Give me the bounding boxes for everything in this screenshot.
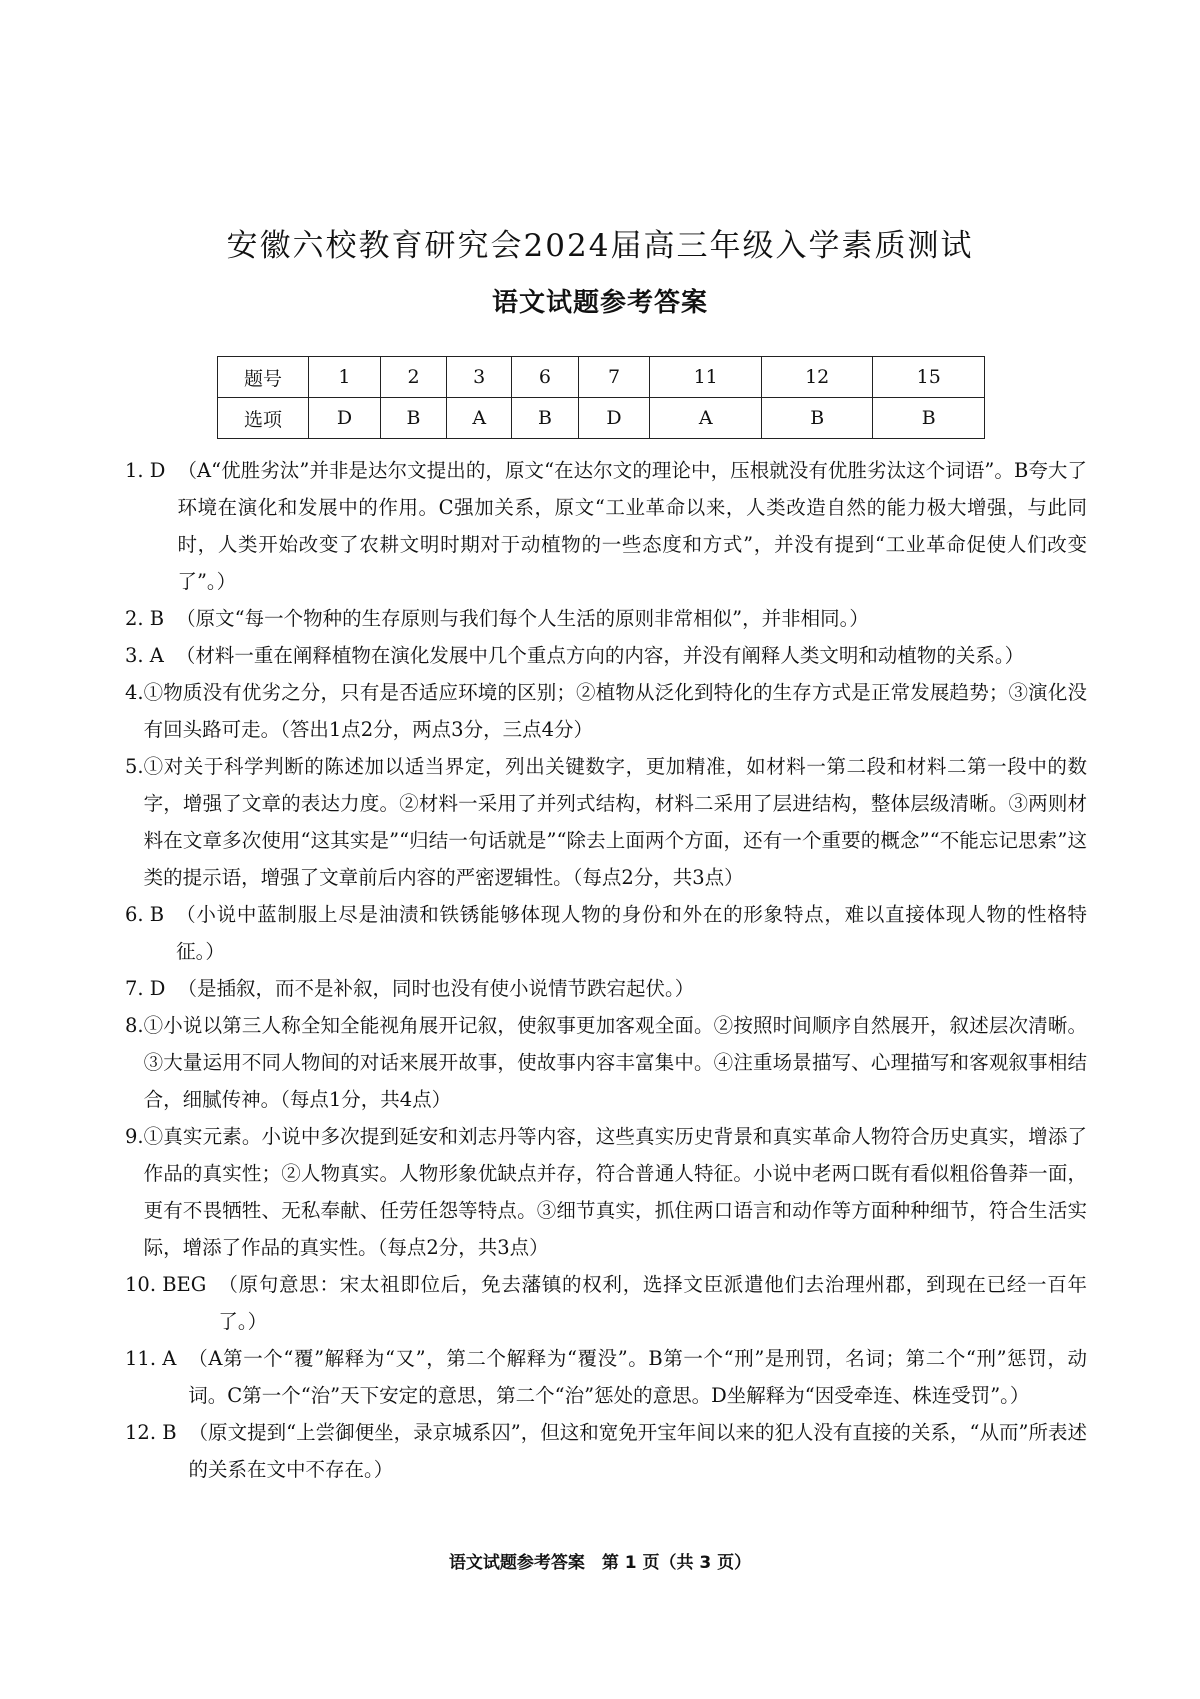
item-text: （小说中蓝制服上尽是油渍和铁锈能够体现人物的身份和外在的形象特点，难以直接体现人物的性格特征。）: [176, 903, 1087, 963]
question-number-label: 题号: [218, 357, 309, 398]
answer-cell: B: [380, 398, 446, 439]
item-text: ①对关于科学判断的陈述加以适当界定，列出关键数字，更加精准，如材料一第二段和材料二第一段中的数字，增强了文章的表达力度。②材料一采用了并列式结构，材料二采用了层进结构，整体层级清晰。③两则材料在文章多次使用“这其实是”“归结一句话就是”“除去上面两个方面，还有一个重要的概念”“不能忘记思索”这类的提示语，增强了文章前后内容的严密逻辑性。（每点2分，共3点）: [143, 755, 1087, 889]
item-number: 5.: [125, 755, 144, 778]
item-number: 12. B: [125, 1421, 177, 1444]
question-number-cell: 2: [380, 357, 446, 398]
item-number: 7. D: [125, 977, 166, 1000]
answer-cell: B: [873, 398, 985, 439]
item-number: 4.: [125, 681, 144, 704]
question-number-cell: 15: [873, 357, 985, 398]
answer-item: [125, 970, 1087, 1007]
answer-item: [125, 1340, 1087, 1414]
item-text: （A“优胜劣汰”并非是达尔文提出的，原文“在达尔文的理论中，压根就没有优胜劣汰这个词语”。B夸大了环境在演化和发展中的作用。C强加关系，原文“工业革命以来，人类改造自然的能力极大增强，与此同时，人类开始改变了农耕文明时期对于动植物的一些态度和方式”，并没有提到“工业革命促使人们改变了”。）: [177, 459, 1087, 593]
page-footer: 语文试题参考答案 第 1 页（共 3 页）: [448, 1553, 752, 1573]
question-number-cell: 11: [650, 357, 762, 398]
item-text: （是插叙，而不是补叙，同时也没有使小说情节跌宕起伏。）: [177, 977, 695, 1000]
item-number: 1. D: [125, 459, 166, 482]
answer-item: [125, 1266, 1087, 1340]
answer-cell: D: [309, 398, 381, 439]
answer-item: [125, 896, 1087, 970]
answer-item: [125, 1414, 1087, 1488]
answer-cell: A: [650, 398, 762, 439]
question-number-cell: 6: [512, 357, 578, 398]
item-number: 9.: [125, 1125, 144, 1148]
document-title: 安徽六校教育研究会2024届高三年级入学素质测试: [226, 228, 974, 264]
item-text: （原文提到“上尝御便坐，录京城系囚”，但这和宽免开宝年间以来的犯人没有直接的关系，“从而”所表述的关系在文中不存在。）: [188, 1421, 1087, 1481]
answer-table-header-row: [218, 357, 985, 398]
answer-item: [125, 1007, 1087, 1118]
item-text: （原句意思：宋太祖即位后，免去藩镇的权利，选择文臣派遣他们去治理州郡，到现在已经一百年了。）: [218, 1273, 1087, 1333]
question-number-cell: 3: [447, 357, 512, 398]
item-number: 10. BEG: [125, 1273, 207, 1296]
item-text: （A第一个“覆”解释为“又”，第二个解释为“覆没”。B第一个“刑”是刑罚，名词；第二个“刑”惩罚，动词。C第一个“治”天下安定的意思，第二个“治”惩处的意思。D坐解释为“因受牵连、株连受罚”。）: [188, 1347, 1087, 1407]
question-number-cell: 1: [309, 357, 381, 398]
question-number-cell: 7: [578, 357, 650, 398]
option-label: 选项: [218, 398, 309, 439]
item-number: 8.: [125, 1014, 144, 1037]
answer-item: [125, 748, 1087, 896]
answer-cell: D: [578, 398, 650, 439]
item-text: （原文“每一个物种的生存原则与我们每个人生活的原则非常相似”，并非相同。）: [176, 607, 869, 630]
item-text: ①真实元素。小说中多次提到延安和刘志丹等内容，这些真实历史背景和真实革命人物符合历史真实，增添了作品的真实性；②人物真实。人物形象优缺点并存，符合普通人特征。小说中老两口既有看似粗俗鲁莽一面，更有不畏牺牲、无私奉献、任劳任怨等特点。③细节真实，抓住两口语言和动作等方面种种细节，符合生活实际，增添了作品的真实性。（每点2分，共3点）: [143, 1125, 1087, 1259]
item-number: 2. B: [125, 607, 165, 630]
item-number: 3. A: [125, 644, 164, 667]
answer-cell: B: [761, 398, 873, 439]
item-text: ①物质没有优劣之分，只有是否适应环境的区别；②植物从泛化到特化的生存方式是正常发展趋势；③演化没有回头路可走。（答出1点2分，两点3分，三点4分）: [143, 681, 1087, 741]
answer-cell: B: [512, 398, 578, 439]
answer-table-answer-row: [218, 398, 985, 439]
answer-item: [125, 1118, 1087, 1266]
answer-item: [125, 637, 1087, 674]
answer-item: [125, 452, 1087, 600]
answer-table: [217, 356, 985, 439]
document-subtitle: 语文试题参考答案: [491, 288, 708, 318]
item-number: 6. B: [125, 903, 165, 926]
item-number: 11. A: [125, 1347, 177, 1370]
question-number-cell: 12: [761, 357, 873, 398]
answer-item: [125, 600, 1087, 637]
answer-explanations: [125, 452, 1087, 1488]
item-text: ①小说以第三人称全知全能视角展开记叙，使叙事更加客观全面。②按照时间顺序自然展开，叙述层次清晰。③大量运用不同人物间的对话来展开故事，使故事内容丰富集中。④注重场景描写、心理描写和客观叙事相结合，细腻传神。（每点1分，共4点）: [143, 1014, 1087, 1111]
answer-cell: A: [447, 398, 512, 439]
item-text: （材料一重在阐释植物在演化发展中几个重点方向的内容，并没有阐释人类文明和动植物的关系。）: [175, 644, 1025, 667]
answer-item: [125, 674, 1087, 748]
